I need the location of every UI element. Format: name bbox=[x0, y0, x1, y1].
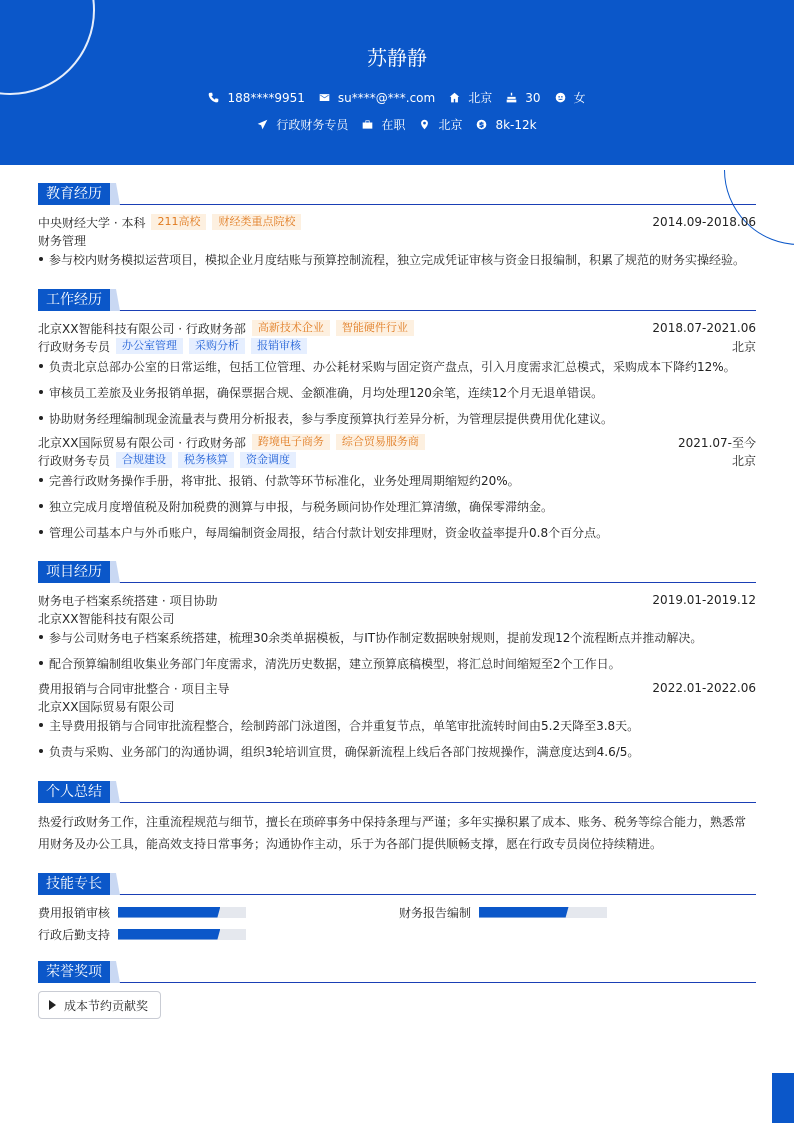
skills-section-title bbox=[38, 873, 756, 895]
job-intent-row bbox=[0, 116, 794, 133]
project-section-title bbox=[38, 561, 756, 583]
city-text: 北京 bbox=[438, 118, 463, 132]
work-section-title bbox=[38, 289, 756, 311]
phone-icon bbox=[208, 92, 219, 103]
email-info bbox=[319, 89, 435, 106]
project-company: 北京XX国际贸易有限公司 bbox=[38, 699, 175, 714]
project-name: 财务电子档案系统搭建 · 项目协助 bbox=[38, 593, 218, 608]
section-heading: 个人总结 bbox=[38, 781, 110, 803]
list-item: 负责北京总部办公室的日常运维，包括工位管理、办公耗材采购与固定资产盘点，引入月度需求汇总模式，采购成本下降约12%。 bbox=[38, 357, 756, 375]
home-icon bbox=[449, 92, 460, 103]
project-company: 北京XX智能科技有限公司 bbox=[38, 611, 175, 626]
cake-icon bbox=[506, 92, 517, 103]
company-tag: 综合贸易服务商 bbox=[336, 434, 425, 450]
list-item: 管理公司基本户与外币账户，每周编制资金周报，结合付款计划安排理财，资金收益率提升0.8个百分点。 bbox=[38, 523, 756, 541]
education-section-title bbox=[38, 183, 756, 205]
role-tag: 报销审核 bbox=[251, 338, 307, 354]
summary-text bbox=[38, 811, 756, 855]
job-role: 行政财务专员 bbox=[38, 339, 111, 354]
role-tag: 资金调度 bbox=[240, 452, 296, 468]
skill-item bbox=[38, 925, 246, 943]
company-name: 北京XX国际贸易有限公司 · 行政财务部 bbox=[38, 435, 246, 450]
major-line bbox=[38, 231, 756, 249]
location-pin-icon bbox=[419, 119, 430, 130]
role-tag: 税务核算 bbox=[178, 452, 234, 468]
skill-level-bar bbox=[118, 929, 246, 940]
list-item: 独立完成月度增值税及附加税费的测算与申报，与税务顾问协作处理汇算清缴，确保零滞纳金。 bbox=[38, 497, 756, 515]
list-item: 协助财务经理编制现金流量表与费用分析报表，参与季度预算执行差异分析，为管理层提供费用优化建议。 bbox=[38, 409, 756, 427]
role-tag: 合规建设 bbox=[116, 452, 172, 468]
company-tag: 智能硬件行业 bbox=[336, 320, 414, 336]
status-info bbox=[362, 116, 405, 133]
school-tag: 财经类重点院校 bbox=[212, 214, 301, 230]
email-text: su****@***.com bbox=[337, 90, 436, 105]
send-icon bbox=[257, 119, 268, 130]
section-heading: 教育经历 bbox=[38, 183, 110, 205]
project-date: 2019.01-2019.12 bbox=[652, 593, 756, 607]
list-item: 完善行政财务操作手册，将审批、报销、付款等环节标准化，业务处理周期缩短约20%。 bbox=[38, 471, 756, 489]
summary-line: 热爱行政财务工作，注重流程规范与细节，擅长在琐碎事务中保持条理与严谨；多年实操积累了成本、账务、税务等综合能力，熟悉常 bbox=[38, 815, 747, 829]
education-header-line bbox=[38, 213, 756, 231]
heading-tail-decoration bbox=[110, 561, 120, 583]
triangle-icon bbox=[49, 1000, 56, 1010]
award-name: 成本节约贡献奖 bbox=[64, 998, 149, 1013]
resume-header bbox=[0, 0, 794, 165]
list-item: 参与校内财务模拟运营项目，模拟企业月度结账与预算控制流程，独立完成凭证审核与资金日报编制，积累了规范的财务实操经验。 bbox=[38, 250, 756, 268]
phone-text: 188****9951 bbox=[227, 90, 305, 105]
skill-name: 费用报销审核 bbox=[38, 905, 111, 920]
smile-icon bbox=[555, 92, 566, 103]
project-header-line bbox=[38, 591, 756, 609]
job-company-line bbox=[38, 319, 756, 337]
skill-level-bar bbox=[118, 907, 246, 918]
role-tag: 采购分析 bbox=[189, 338, 245, 354]
project-company-line bbox=[38, 697, 756, 715]
salary-text: 8k-12k bbox=[495, 117, 537, 132]
section-heading: 荣誉奖项 bbox=[38, 961, 110, 983]
role-tag: 办公室管理 bbox=[116, 338, 183, 354]
summary-section-title bbox=[38, 781, 756, 803]
project-date: 2022.01-2022.06 bbox=[652, 681, 756, 695]
candidate-name: 苏静静 bbox=[367, 46, 427, 70]
list-item: 配合预算编制组收集业务部门年度需求，清洗历史数据，建立预算底稿模型，将汇总时间缩短至2个工作日。 bbox=[38, 654, 756, 672]
job-date: 2018.07-2021.06 bbox=[652, 321, 756, 335]
job-role-line bbox=[38, 451, 756, 469]
company-tag: 高新技术企业 bbox=[252, 320, 330, 336]
list-item: 负责与采购、业务部门的沟通协调，组织3轮培训宣贯，确保新流程上线后各部门按规操作，满意度达到4.6/5。 bbox=[38, 742, 756, 760]
heading-tail-decoration bbox=[110, 781, 120, 803]
section-heading: 项目经历 bbox=[38, 561, 110, 583]
skill-level-bar bbox=[479, 907, 607, 918]
city-info bbox=[419, 116, 462, 133]
status-text: 在职 bbox=[381, 118, 406, 132]
job-role-line bbox=[38, 337, 756, 355]
award-chip bbox=[38, 991, 161, 1019]
money-icon bbox=[476, 119, 487, 130]
project-company-line bbox=[38, 609, 756, 627]
summary-line: 用财务及办公工具，能高效支持日常事务；沟通协作主动，乐于为各部门提供顺畅支撑，愿在行政专员岗位持续精进。 bbox=[38, 837, 663, 851]
company-name: 北京XX智能科技有限公司 · 行政财务部 bbox=[38, 321, 246, 336]
skill-name: 行政后勤支持 bbox=[38, 927, 111, 942]
awards-section-title bbox=[38, 961, 756, 983]
target-job-text: 行政财务专员 bbox=[276, 118, 349, 132]
major-name: 财务管理 bbox=[38, 233, 87, 248]
school-name: 中央财经大学 · 本科 bbox=[38, 215, 146, 230]
briefcase-icon bbox=[362, 119, 373, 130]
target-job-info bbox=[257, 116, 348, 133]
heading-tail-decoration bbox=[110, 873, 120, 895]
gender-text: 女 bbox=[573, 91, 586, 105]
decorative-block bbox=[772, 1073, 794, 1123]
home-info bbox=[449, 89, 492, 106]
project-header-line bbox=[38, 679, 756, 697]
heading-tail-decoration bbox=[110, 289, 120, 311]
job-company-line bbox=[38, 433, 756, 451]
heading-tail-decoration bbox=[110, 183, 120, 205]
salary-info bbox=[476, 116, 536, 133]
job-role: 行政财务专员 bbox=[38, 453, 111, 468]
skill-name: 财务报告编制 bbox=[399, 905, 472, 920]
age-text: 30 bbox=[525, 90, 541, 105]
phone-info bbox=[208, 89, 304, 106]
heading-tail-decoration bbox=[110, 961, 120, 983]
skill-item bbox=[399, 903, 607, 921]
list-item: 参与公司财务电子档案系统搭建，梳理30余类单据模板，与IT协作制定数据映射规则，提前发现12个流程断点并推动解决。 bbox=[38, 628, 756, 646]
section-heading: 工作经历 bbox=[38, 289, 110, 311]
education-date: 2014.09-2018.06 bbox=[652, 215, 756, 229]
company-tag: 跨境电子商务 bbox=[252, 434, 330, 450]
job-location: 北京 bbox=[731, 453, 756, 468]
school-tag: 211高校 bbox=[151, 214, 206, 230]
skill-item bbox=[38, 903, 246, 921]
contact-row bbox=[0, 89, 794, 106]
home-text: 北京 bbox=[468, 91, 493, 105]
list-item: 审核员工差旅及业务报销单据，确保票据合规、金额准确，月均处理120余笔，连续12个月无退单错误。 bbox=[38, 383, 756, 401]
list-item: 主导费用报销与合同审批流程整合，绘制跨部门泳道图，合并重复节点，单笔审批流转时间由5.2天降至3.8天。 bbox=[38, 716, 756, 734]
gender-info bbox=[555, 89, 586, 106]
age-info bbox=[506, 89, 540, 106]
mail-icon bbox=[319, 92, 330, 103]
project-name: 费用报销与合同审批整合 · 项目主导 bbox=[38, 681, 230, 696]
job-location: 北京 bbox=[731, 339, 756, 354]
job-date: 2021.07-至今 bbox=[678, 435, 756, 450]
section-heading: 技能专长 bbox=[38, 873, 110, 895]
